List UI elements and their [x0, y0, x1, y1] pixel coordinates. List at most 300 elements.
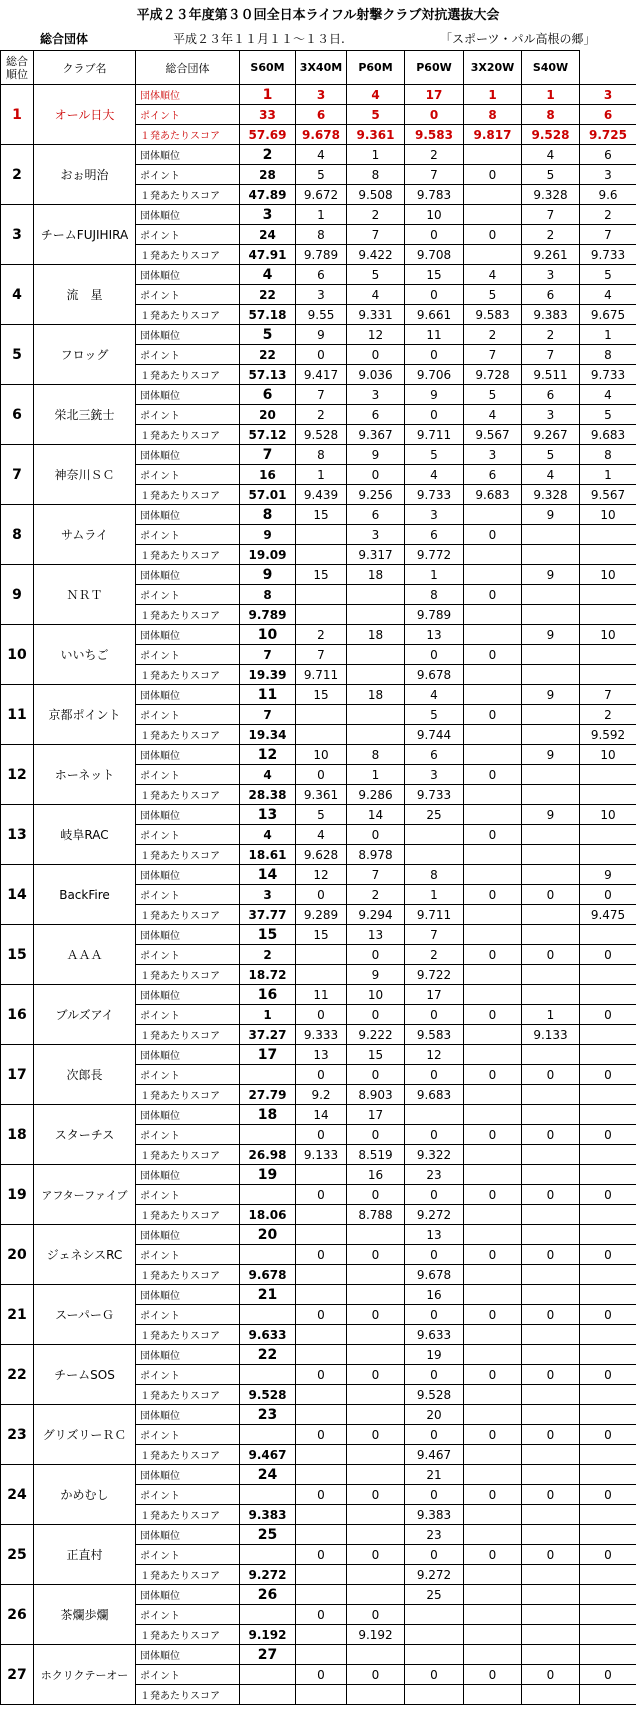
overall-value: 11 — [240, 685, 296, 705]
event-value — [580, 1625, 636, 1645]
event-value — [347, 1265, 405, 1285]
overall-value: 20 — [240, 405, 296, 425]
overall-value — [240, 1485, 296, 1505]
overall-value: 4 — [240, 825, 296, 845]
club-name: ジェネシスRC — [34, 1225, 136, 1285]
overall-value: 19.34 — [240, 725, 296, 745]
event-value — [522, 1465, 580, 1485]
event-value — [296, 1585, 347, 1605]
event-value: 8.788 — [347, 1205, 405, 1225]
event-value — [296, 525, 347, 545]
event-value: 0 — [522, 1125, 580, 1145]
row-label: 団体順位 — [136, 1585, 240, 1605]
event-value: 9.286 — [347, 785, 405, 805]
event-value: 9.367 — [347, 425, 405, 445]
event-value: 8 — [296, 445, 347, 465]
team-rank-row — [1, 1165, 636, 1185]
event-value — [522, 1585, 580, 1605]
event-value: 2 — [580, 705, 636, 725]
event-value — [580, 1325, 636, 1345]
overall-value: 2 — [240, 145, 296, 165]
club-name: ＡＡＡ — [34, 925, 136, 985]
row-label: １発あたりスコア — [136, 785, 240, 805]
overall-value: 33 — [240, 105, 296, 125]
event-value: 5 — [580, 405, 636, 425]
row-label: ポイント — [136, 825, 240, 845]
overall-value: 10 — [240, 625, 296, 645]
event-value: 0 — [347, 465, 405, 485]
event-value: 0 — [296, 345, 347, 365]
event-value — [580, 1685, 636, 1705]
event-value: 0 — [296, 1185, 347, 1205]
event-value: 7 — [580, 225, 636, 245]
row-label: 団体順位 — [136, 1285, 240, 1305]
overall-value — [240, 1365, 296, 1385]
event-value: 18 — [347, 625, 405, 645]
row-label: 団体順位 — [136, 385, 240, 405]
event-value: 6 — [464, 465, 522, 485]
event-value: 0 — [464, 1665, 522, 1685]
team-rank-row — [1, 445, 636, 465]
club-name: 岐阜RAC — [34, 805, 136, 865]
event-value: 0 — [296, 885, 347, 905]
overall-value: 9.528 — [240, 1385, 296, 1405]
event-value — [580, 1605, 636, 1625]
event-value: 6 — [347, 505, 405, 525]
overall-value: 57.01 — [240, 485, 296, 505]
event-value — [522, 1685, 580, 1705]
row-label: ポイント — [136, 465, 240, 485]
event-value: 7 — [464, 345, 522, 365]
overall-value: 47.91 — [240, 245, 296, 265]
row-label: １発あたりスコア — [136, 605, 240, 625]
overall-value: 47.89 — [240, 185, 296, 205]
team-rank-row — [1, 565, 636, 585]
event-value — [580, 1525, 636, 1545]
row-label: ポイント — [136, 945, 240, 965]
event-value: 7 — [347, 865, 405, 885]
overall-value — [240, 1425, 296, 1445]
event-value: 9.475 — [580, 905, 636, 925]
event-value — [580, 1265, 636, 1285]
header-event-s60m: S60M — [240, 51, 296, 85]
event-value — [522, 1165, 580, 1185]
overall-rank: 9 — [1, 565, 34, 625]
event-value: 0 — [347, 1305, 405, 1325]
event-value: 9 — [522, 745, 580, 765]
table-header-row — [1, 51, 636, 85]
event-value: 12 — [296, 865, 347, 885]
row-label: 団体順位 — [136, 325, 240, 345]
event-value: 14 — [296, 1105, 347, 1125]
event-value — [522, 1405, 580, 1425]
event-value: 0 — [580, 1485, 636, 1505]
overall-rank: 18 — [1, 1105, 34, 1165]
event-value: 9.272 — [405, 1205, 464, 1225]
overall-value: 57.69 — [240, 125, 296, 145]
event-value: 6 — [522, 285, 580, 305]
club-name: オール日大 — [34, 85, 136, 145]
club-name: ホーネット — [34, 745, 136, 805]
event-value — [580, 965, 636, 985]
event-value: 9.678 — [405, 665, 464, 685]
event-value — [522, 1225, 580, 1245]
row-label: 団体順位 — [136, 1465, 240, 1485]
event-value — [464, 1345, 522, 1365]
event-value: 9.678 — [405, 1265, 464, 1285]
event-value: 15 — [296, 565, 347, 585]
team-rank-row — [1, 1345, 636, 1365]
event-value: 0 — [464, 1005, 522, 1025]
row-label: ポイント — [136, 885, 240, 905]
event-value — [464, 1145, 522, 1165]
event-value: 8 — [347, 745, 405, 765]
row-label: ポイント — [136, 225, 240, 245]
event-value: 9.261 — [522, 245, 580, 265]
row-label: ポイント — [136, 525, 240, 545]
event-value: 9.133 — [522, 1025, 580, 1045]
overall-value — [240, 1065, 296, 1085]
event-value — [464, 1645, 522, 1665]
row-label: ポイント — [136, 705, 240, 725]
event-value: 9.036 — [347, 365, 405, 385]
overall-value: 19 — [240, 1165, 296, 1185]
event-value — [464, 725, 522, 745]
event-value: 0 — [347, 1485, 405, 1505]
event-value: 21 — [405, 1465, 464, 1485]
event-value: 9.725 — [580, 125, 636, 145]
overall-value: 28 — [240, 165, 296, 185]
event-value — [522, 1625, 580, 1645]
event-value: 10 — [580, 745, 636, 765]
event-value — [347, 1405, 405, 1425]
event-value: 6 — [580, 145, 636, 165]
overall-rank: 15 — [1, 925, 34, 985]
club-name: アフターファイブ — [34, 1165, 136, 1225]
row-label: 団体順位 — [136, 265, 240, 285]
event-value: 1 — [296, 205, 347, 225]
club-name: いいちご — [34, 625, 136, 685]
overall-rank: 20 — [1, 1225, 34, 1285]
event-value: 9.528 — [405, 1385, 464, 1405]
club-name: かめむし — [34, 1465, 136, 1525]
row-label: ポイント — [136, 1605, 240, 1625]
row-label: 団体順位 — [136, 865, 240, 885]
event-value — [464, 1505, 522, 1525]
event-value: 23 — [405, 1165, 464, 1185]
event-value — [347, 725, 405, 745]
event-value — [296, 1445, 347, 1465]
overall-value: 7 — [240, 445, 296, 465]
event-value: 10 — [347, 985, 405, 1005]
overall-value — [240, 1605, 296, 1625]
event-value: 19 — [405, 1345, 464, 1365]
event-value — [347, 1645, 405, 1665]
event-value: 0 — [347, 1065, 405, 1085]
event-value — [522, 1505, 580, 1525]
event-value — [580, 825, 636, 845]
team-rank-row — [1, 865, 636, 885]
event-value: 8.978 — [347, 845, 405, 865]
event-value — [580, 1585, 636, 1605]
club-name: スーパーＧ — [34, 1285, 136, 1345]
event-value — [405, 1645, 464, 1665]
event-value: 8.519 — [347, 1145, 405, 1165]
overall-value: 22 — [240, 1345, 296, 1365]
event-value: 1 — [522, 85, 580, 105]
event-value — [522, 1085, 580, 1105]
event-value: 0 — [296, 1425, 347, 1445]
event-value — [522, 905, 580, 925]
event-value: 20 — [405, 1405, 464, 1425]
results-table — [0, 50, 636, 1705]
event-value: 0 — [405, 1185, 464, 1205]
event-value: 0 — [405, 1125, 464, 1145]
row-label: １発あたりスコア — [136, 905, 240, 925]
event-value: 0 — [464, 225, 522, 245]
event-value: 8 — [347, 165, 405, 185]
event-value: 0 — [464, 645, 522, 665]
event-value: 6 — [296, 265, 347, 285]
team-rank-row — [1, 385, 636, 405]
event-value: 12 — [405, 1045, 464, 1065]
event-value: 0 — [405, 1485, 464, 1505]
event-value — [347, 1685, 405, 1705]
overall-value: 27.79 — [240, 1085, 296, 1105]
overall-rank: 11 — [1, 685, 34, 745]
team-rank-row — [1, 265, 636, 285]
overall-value: 27 — [240, 1645, 296, 1665]
event-value: 0 — [405, 345, 464, 365]
overall-rank: 26 — [1, 1585, 34, 1645]
row-label: 団体順位 — [136, 205, 240, 225]
event-value: 9.733 — [405, 485, 464, 505]
event-value — [296, 1625, 347, 1645]
row-label: ポイント — [136, 1005, 240, 1025]
event-value — [347, 1565, 405, 1585]
event-value — [347, 1345, 405, 1365]
row-label: ポイント — [136, 765, 240, 785]
event-value — [405, 1605, 464, 1625]
event-value: 0 — [580, 1305, 636, 1325]
event-value — [464, 1445, 522, 1465]
row-label: １発あたりスコア — [136, 1685, 240, 1705]
event-value: 6 — [580, 105, 636, 125]
event-value — [347, 1525, 405, 1545]
event-value: 6 — [347, 405, 405, 425]
row-label: ポイント — [136, 1365, 240, 1385]
event-value — [464, 245, 522, 265]
event-value — [464, 1085, 522, 1105]
row-label: 団体順位 — [136, 1045, 240, 1065]
event-value: 9 — [522, 805, 580, 825]
overall-value: 1 — [240, 1005, 296, 1025]
results-body — [1, 85, 636, 1705]
team-rank-row — [1, 85, 636, 105]
event-value — [522, 845, 580, 865]
event-value: 0 — [296, 1125, 347, 1145]
event-value: 0 — [464, 885, 522, 905]
row-label: 団体順位 — [136, 145, 240, 165]
event-value: 0 — [580, 945, 636, 965]
event-value: 4 — [464, 265, 522, 285]
event-value: 0 — [296, 1005, 347, 1025]
event-value: 1 — [464, 85, 522, 105]
event-value: 17 — [405, 985, 464, 1005]
team-rank-row — [1, 1405, 636, 1425]
overall-rank: 21 — [1, 1285, 34, 1345]
event-value — [464, 1465, 522, 1485]
row-label: ポイント — [136, 1425, 240, 1445]
event-value: 0 — [464, 165, 522, 185]
event-value: 15 — [296, 925, 347, 945]
overall-value: 26.98 — [240, 1145, 296, 1165]
event-value: 0 — [522, 1485, 580, 1505]
event-value — [464, 805, 522, 825]
event-value: 9.583 — [464, 305, 522, 325]
overall-value: 18.61 — [240, 845, 296, 865]
event-value: 9.733 — [580, 245, 636, 265]
club-name: サムライ — [34, 505, 136, 565]
event-value — [522, 1385, 580, 1405]
event-value: 14 — [347, 805, 405, 825]
team-rank-row — [1, 1525, 636, 1545]
event-value — [296, 965, 347, 985]
event-value: 0 — [347, 1545, 405, 1565]
overall-value: 57.13 — [240, 365, 296, 385]
event-value: 4 — [580, 285, 636, 305]
event-value: 9.772 — [405, 545, 464, 565]
overall-value — [240, 1185, 296, 1205]
event-value — [464, 1045, 522, 1065]
row-label: ポイント — [136, 1485, 240, 1505]
team-rank-row — [1, 805, 636, 825]
event-value: 0 — [580, 1665, 636, 1685]
event-value: 5 — [464, 385, 522, 405]
event-value: 0 — [405, 1005, 464, 1025]
overall-rank: 8 — [1, 505, 34, 565]
team-rank-row — [1, 1045, 636, 1065]
event-value — [464, 845, 522, 865]
row-label: １発あたりスコア — [136, 1565, 240, 1585]
event-value: 12 — [347, 325, 405, 345]
event-value: 13 — [405, 1225, 464, 1245]
event-value: 0 — [580, 1245, 636, 1265]
event-value: 0 — [405, 1365, 464, 1385]
event-value: 9.567 — [580, 485, 636, 505]
event-value: 2 — [296, 625, 347, 645]
event-value: 0 — [464, 1545, 522, 1565]
event-value — [296, 1345, 347, 1365]
event-value: 4 — [405, 685, 464, 705]
event-value: 1 — [296, 465, 347, 485]
event-value: 0 — [405, 1545, 464, 1565]
event-value — [580, 845, 636, 865]
event-value: 6 — [296, 105, 347, 125]
event-value — [522, 585, 580, 605]
event-value — [464, 505, 522, 525]
team-rank-row — [1, 1645, 636, 1665]
event-value: 9 — [347, 445, 405, 465]
event-value: 0 — [347, 345, 405, 365]
event-value — [296, 1685, 347, 1705]
row-label: ポイント — [136, 105, 240, 125]
club-name: 正直村 — [34, 1525, 136, 1585]
row-label: 団体順位 — [136, 925, 240, 945]
event-value: 1 — [347, 145, 405, 165]
event-value: 3 — [580, 85, 636, 105]
event-value: 2 — [522, 225, 580, 245]
event-value — [580, 1445, 636, 1465]
event-value: 0 — [464, 945, 522, 965]
overall-rank: 12 — [1, 745, 34, 805]
overall-rank: 27 — [1, 1645, 34, 1705]
overall-rank: 19 — [1, 1165, 34, 1225]
event-value: 9.289 — [296, 905, 347, 925]
event-value — [522, 865, 580, 885]
row-label: １発あたりスコア — [136, 1325, 240, 1345]
event-value — [464, 1385, 522, 1405]
event-value: 0 — [464, 1245, 522, 1265]
overall-value: 3 — [240, 885, 296, 905]
event-value — [464, 1405, 522, 1425]
row-label: １発あたりスコア — [136, 725, 240, 745]
event-value: 0 — [522, 1545, 580, 1565]
event-value: 15 — [296, 685, 347, 705]
event-value: 8 — [296, 225, 347, 245]
event-value — [464, 665, 522, 685]
row-label: １発あたりスコア — [136, 485, 240, 505]
row-label: 団体順位 — [136, 1105, 240, 1125]
row-label: 団体順位 — [136, 1165, 240, 1185]
overall-value: 7 — [240, 705, 296, 725]
row-label: ポイント — [136, 1125, 240, 1145]
overall-value: 37.77 — [240, 905, 296, 925]
event-value: 4 — [522, 145, 580, 165]
event-value — [580, 1385, 636, 1405]
event-value — [464, 1685, 522, 1705]
overall-value: 5 — [240, 325, 296, 345]
row-label: １発あたりスコア — [136, 1145, 240, 1165]
event-value: 13 — [296, 1045, 347, 1065]
event-value — [347, 1585, 405, 1605]
header-event-p60m: P60M — [347, 51, 405, 85]
event-value: 0 — [464, 1185, 522, 1205]
overall-value: 7 — [240, 645, 296, 665]
event-value — [464, 905, 522, 925]
event-value: 9.317 — [347, 545, 405, 565]
club-name: フロッグ — [34, 325, 136, 385]
event-value: 8 — [405, 865, 464, 885]
club-name: 茶爛歩爛 — [34, 1585, 136, 1645]
event-value: 0 — [347, 825, 405, 845]
event-value — [580, 605, 636, 625]
team-rank-row — [1, 1105, 636, 1125]
overall-value: 20 — [240, 1225, 296, 1245]
row-label: ポイント — [136, 1305, 240, 1325]
header-event-3x40m: 3X40M — [296, 51, 347, 85]
overall-rank: 4 — [1, 265, 34, 325]
event-value: 0 — [405, 225, 464, 245]
event-value — [464, 185, 522, 205]
event-value — [464, 1225, 522, 1245]
event-value: 0 — [464, 1365, 522, 1385]
event-value: 9.706 — [405, 365, 464, 385]
event-value — [522, 1325, 580, 1345]
row-label: ポイント — [136, 1665, 240, 1685]
event-value — [347, 1505, 405, 1525]
event-value — [464, 1525, 522, 1545]
